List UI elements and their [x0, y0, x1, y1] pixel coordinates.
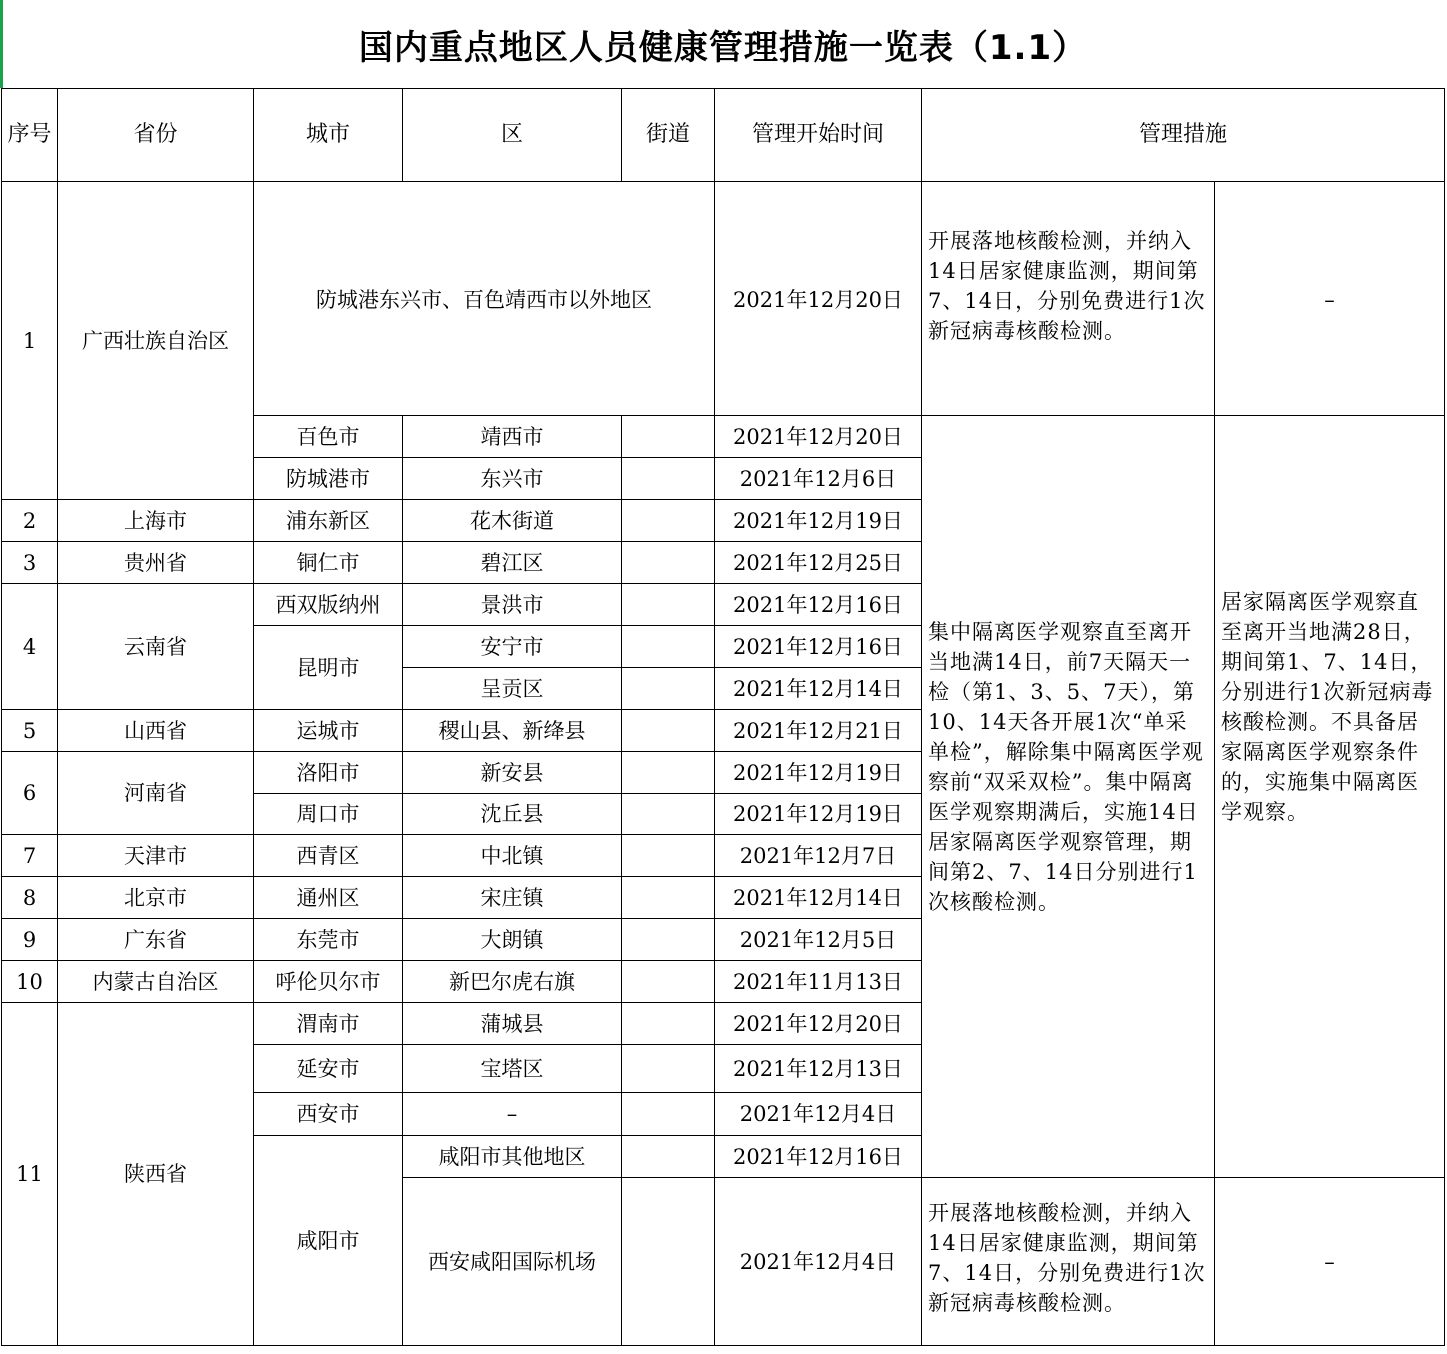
cell-street: [622, 1136, 715, 1178]
cell-street: [622, 542, 715, 584]
cell-district: 中北镇: [403, 835, 622, 877]
header-district: 区: [403, 89, 622, 182]
cell-street: [622, 877, 715, 919]
cell-district: 靖西市: [403, 416, 622, 458]
cell-street: [622, 416, 715, 458]
cell-start-time: 2021年12月19日: [715, 794, 922, 835]
cell-city: 运城市: [254, 710, 403, 752]
cell-start-time: 2021年12月6日: [715, 458, 922, 500]
cell-province: 内蒙古自治区: [58, 961, 254, 1003]
cell-start-time: 2021年12月7日: [715, 835, 922, 877]
cell-city: 延安市: [254, 1045, 403, 1093]
cell-seq: 5: [2, 710, 58, 752]
cell-start-time: 2021年12月4日: [715, 1093, 922, 1136]
cell-area: 防城港东兴市、百色靖西市以外地区: [254, 182, 715, 416]
cell-district: 新巴尔虎右旗: [403, 961, 622, 1003]
cell-start-time: 2021年12月19日: [715, 752, 922, 794]
cell-start-time: 2021年12月14日: [715, 877, 922, 919]
cell-district: 稷山县、新绛县: [403, 710, 622, 752]
cell-district: 沈丘县: [403, 794, 622, 835]
cell-province: 天津市: [58, 835, 254, 877]
cell-city: 咸阳市: [254, 1136, 403, 1346]
cell-street: [622, 1093, 715, 1136]
cell-measure-central: 集中隔离医学观察直至离开当地满14日，前7天隔天一检（第1、3、5、7天），第10、14天各开展1次“单采单检”，解除集中隔离医学观察前“双采双检”。集中隔离医学观察期满后，实施14日居家隔离医学观察管理，期间第2、7、14日分别进行1次核酸检测。: [922, 416, 1215, 1178]
cell-district: 呈贡区: [403, 668, 622, 710]
cell-street: [622, 458, 715, 500]
cell-city: 浦东新区: [254, 500, 403, 542]
cell-city: 百色市: [254, 416, 403, 458]
cell-street: [622, 626, 715, 668]
cell-street: [622, 1003, 715, 1045]
cell-district: 碧江区: [403, 542, 622, 584]
cell-measure-dash: –: [1215, 1178, 1445, 1346]
header-measures: 管理措施: [922, 89, 1445, 182]
measures-table: [1, 88, 1445, 1346]
cell-city: 西双版纳州: [254, 584, 403, 626]
cell-seq: 9: [2, 919, 58, 961]
cell-city: 铜仁市: [254, 542, 403, 584]
cell-street: [622, 961, 715, 1003]
cell-measure-home-test: 开展落地核酸检测，并纳入14日居家健康监测，期间第7、14日，分别免费进行1次新冠病毒核酸检测。: [922, 182, 1215, 416]
cell-province: 广西壮族自治区: [58, 182, 254, 500]
cell-seq: 1: [2, 182, 58, 500]
cell-province: 北京市: [58, 877, 254, 919]
cell-city: 呼伦贝尔市: [254, 961, 403, 1003]
header-seq: 序号: [2, 89, 58, 182]
cell-city: 东莞市: [254, 919, 403, 961]
cell-city: 渭南市: [254, 1003, 403, 1045]
cell-start-time: 2021年12月16日: [715, 584, 922, 626]
cell-city: 西安市: [254, 1093, 403, 1136]
cell-seq: 2: [2, 500, 58, 542]
cell-province: 云南省: [58, 584, 254, 710]
cell-city: 西青区: [254, 835, 403, 877]
cell-district: 安宁市: [403, 626, 622, 668]
cell-district: 新安县: [403, 752, 622, 794]
cell-district: 咸阳市其他地区: [403, 1136, 622, 1178]
cell-province: 陕西省: [58, 1003, 254, 1346]
cell-street: [622, 794, 715, 835]
cell-district: 宝塔区: [403, 1045, 622, 1093]
cell-seq: 4: [2, 584, 58, 710]
page-title: 国内重点地区人员健康管理措施一览表（1.1）: [358, 27, 1088, 68]
cell-province: 上海市: [58, 500, 254, 542]
cell-city: 通州区: [254, 877, 403, 919]
cell-start-time: 2021年12月16日: [715, 626, 922, 668]
cell-street: [622, 584, 715, 626]
cell-district: 宋庄镇: [403, 877, 622, 919]
cell-seq: 10: [2, 961, 58, 1003]
cell-district: –: [403, 1093, 622, 1136]
cell-street: [622, 919, 715, 961]
cell-start-time: 2021年12月21日: [715, 710, 922, 752]
header-city: 城市: [254, 89, 403, 182]
cell-seq: 6: [2, 752, 58, 835]
cell-start-time: 2021年12月4日: [715, 1178, 922, 1346]
table-row: [2, 182, 1445, 416]
cell-province: 贵州省: [58, 542, 254, 584]
header-row: [2, 89, 1445, 182]
cell-seq: 11: [2, 1003, 58, 1346]
cell-city: 洛阳市: [254, 752, 403, 794]
cell-city: 周口市: [254, 794, 403, 835]
cell-district: 大朗镇: [403, 919, 622, 961]
cell-city: 昆明市: [254, 626, 403, 710]
cell-start-time: 2021年12月25日: [715, 542, 922, 584]
cell-street: [622, 1178, 715, 1346]
cell-street: [622, 1045, 715, 1093]
cell-start-time: 2021年11月13日: [715, 961, 922, 1003]
cell-street: [622, 835, 715, 877]
cell-measure-home-test: 开展落地核酸检测，并纳入14日居家健康监测，期间第7、14日，分别免费进行1次新冠病毒核酸检测。: [922, 1178, 1215, 1346]
cell-seq: 7: [2, 835, 58, 877]
header-street: 街道: [622, 89, 715, 182]
cell-district: 西安咸阳国际机场: [403, 1178, 622, 1346]
cell-district: 东兴市: [403, 458, 622, 500]
cell-district: 花木街道: [403, 500, 622, 542]
cell-province: 山西省: [58, 710, 254, 752]
cell-district: 景洪市: [403, 584, 622, 626]
cell-start-time: 2021年12月13日: [715, 1045, 922, 1093]
cell-measure-home-isolation: 居家隔离医学观察直至离开当地满28日，期间第1、7、14日，分别进行1次新冠病毒核酸检测。不具备居家隔离医学观察条件的，实施集中隔离医学观察。: [1215, 416, 1445, 1178]
cell-start-time: 2021年12月19日: [715, 500, 922, 542]
header-province: 省份: [58, 89, 254, 182]
cell-street: [622, 668, 715, 710]
cell-province: 河南省: [58, 752, 254, 835]
cell-city: 防城港市: [254, 458, 403, 500]
cell-district: 蒲城县: [403, 1003, 622, 1045]
cell-start-time: 2021年12月14日: [715, 668, 922, 710]
cell-seq: 8: [2, 877, 58, 919]
cell-start-time: 2021年12月20日: [715, 416, 922, 458]
cell-street: [622, 500, 715, 542]
cell-street: [622, 752, 715, 794]
cell-province: 广东省: [58, 919, 254, 961]
cell-start-time: 2021年12月20日: [715, 182, 922, 416]
cell-measure-dash: –: [1215, 182, 1445, 416]
cell-start-time: 2021年12月20日: [715, 1003, 922, 1045]
cell-start-time: 2021年12月5日: [715, 919, 922, 961]
header-start-time: 管理开始时间: [715, 89, 922, 182]
cell-seq: 3: [2, 542, 58, 584]
cell-street: [622, 710, 715, 752]
cell-start-time: 2021年12月16日: [715, 1136, 922, 1178]
